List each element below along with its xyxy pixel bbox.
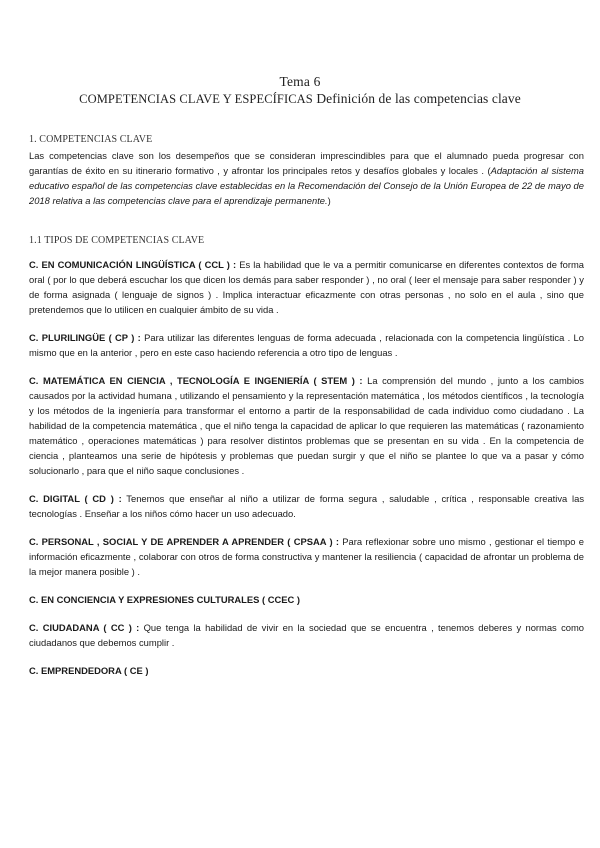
title-block <box>0 73 600 108</box>
competence-text: Para utilizar las diferentes lenguas de forma adecuada , relacionada con la competencia lingüística . Lo mismo que en la anterior , pero en este caso haciendo referencia a otro tipo de lenguas . <box>29 332 584 358</box>
competence-item-ccl <box>29 257 584 317</box>
intro-citation: Adaptación al sistema educativo español de las competencias clave establecidas en la Recomendación del Consejo de la Unión Europea de 22 de mayo de 2018 relativa a las competencias clave para el aprendizaje permanente. <box>29 165 584 206</box>
competence-text: Para reflexionar sobre uno mismo , gestionar el tiempo e información eficazmente , colaborar con otros de forma constructiva y mantener la resiliencia ( capacidad de afrontar un problema de la mejor manera posible ) . <box>29 536 584 577</box>
intro-text: Las competencias clave son los desempeños que se consideran imprescindibles para que el alumnado pueda progresar con garantías de éxito en su itinerario formativo , y afrontar los principales retos y desafíos globales y locales . ( <box>29 150 584 176</box>
competence-item-stem <box>29 373 584 478</box>
competence-item-cd <box>29 491 584 521</box>
competence-item-cc <box>29 620 584 650</box>
competence-item-cpsaa <box>29 534 584 579</box>
competence-label: C. EN CONCIENCIA Y EXPRESIONES CULTURALES ( CCEC ) <box>29 594 301 605</box>
competence-label: C. DIGITAL ( CD ) : <box>29 493 122 504</box>
competence-text: Tenemos que enseñar al niño a utilizar de forma segura , saludable , crítica , responsable creativa las tecnologías . Enseñar a los niños cómo hacer un uso adecuado. <box>29 493 585 519</box>
competence-item-cp <box>29 330 584 360</box>
competence-text: Es la habilidad que le va a permitir comunicarse en diferentes contextos de forma oral ( por lo que deberá escuchar los que dicen los demás para saber responder ) , no oral ( leer el mensaje para saber responder ) y de forma asignada ( lenguaje de signos ) . Implica interactuar eficazmente con otras personas , no solo en el aula , sino que pretendemos que lo utilicen en cualquier ámbito de su vida . <box>29 259 584 315</box>
competence-label: C. PERSONAL , SOCIAL Y DE APRENDER A APRENDER ( CPSAA ) : <box>29 536 339 547</box>
topic-number: Tema 6 <box>279 74 321 89</box>
intro-paragraph <box>29 148 584 208</box>
competence-text: Que tenga la habilidad de vivir en la sociedad que se encuentra , tenemos deberes y normas como ciudadanos que debemos cumplir . <box>29 622 584 648</box>
competence-label: C. CIUDADANA ( CC ) : <box>29 622 140 633</box>
competence-item-ce <box>29 663 584 678</box>
title-rest: Definición de las competencias clave <box>316 91 521 106</box>
title-caps: COMPETENCIAS CLAVE Y ESPECÍFICAS <box>79 92 313 106</box>
competence-label: C. EMPRENDEDORA ( CE ) <box>29 665 149 676</box>
competence-text: La comprensión del mundo , junto a los cambios causados por la actividad humana , utilizando el pensamiento y la representación matemática , los métodos científicos , la tecnología y los métodos de la ingeniería para transformar el entorno a partir de la responsabilidad de cada individuo como ciudadano . La habilidad de la competencia matemática , que el niño tenga la capacidad de aplicar lo que requieren las matemáticas ( razonamiento matemático , operaciones matemáticas ) para resolver distintos problemas que se presentan en su vida . En la competencia de ciencia , planteamos una serie de hipótesis y problemas que puedan surgir y que el niño se plantee lo que va a pasar y cómo solucionarlo , para que el niño saque conclusiones . <box>29 375 584 476</box>
section-heading-tipos: 1.1 TIPOS DE COMPETENCIAS CLAVE <box>29 235 205 246</box>
document-title <box>0 90 600 108</box>
competence-label: C. MATEMÁTICA EN CIENCIA , TECNOLOGÍA E INGENIERÍA ( STEM ) : <box>29 375 363 386</box>
competence-label: C. EN COMUNICACIÓN LINGÜÍSTICA ( CCL ) : <box>29 259 237 270</box>
section-heading-competencias-clave: 1. COMPETENCIAS CLAVE <box>29 134 153 145</box>
competence-label: C. PLURILINGÜE ( CP ) : <box>29 332 141 343</box>
intro-closing-paren: ) <box>327 195 331 206</box>
competence-item-ccec <box>29 592 584 607</box>
document-content <box>29 133 584 678</box>
